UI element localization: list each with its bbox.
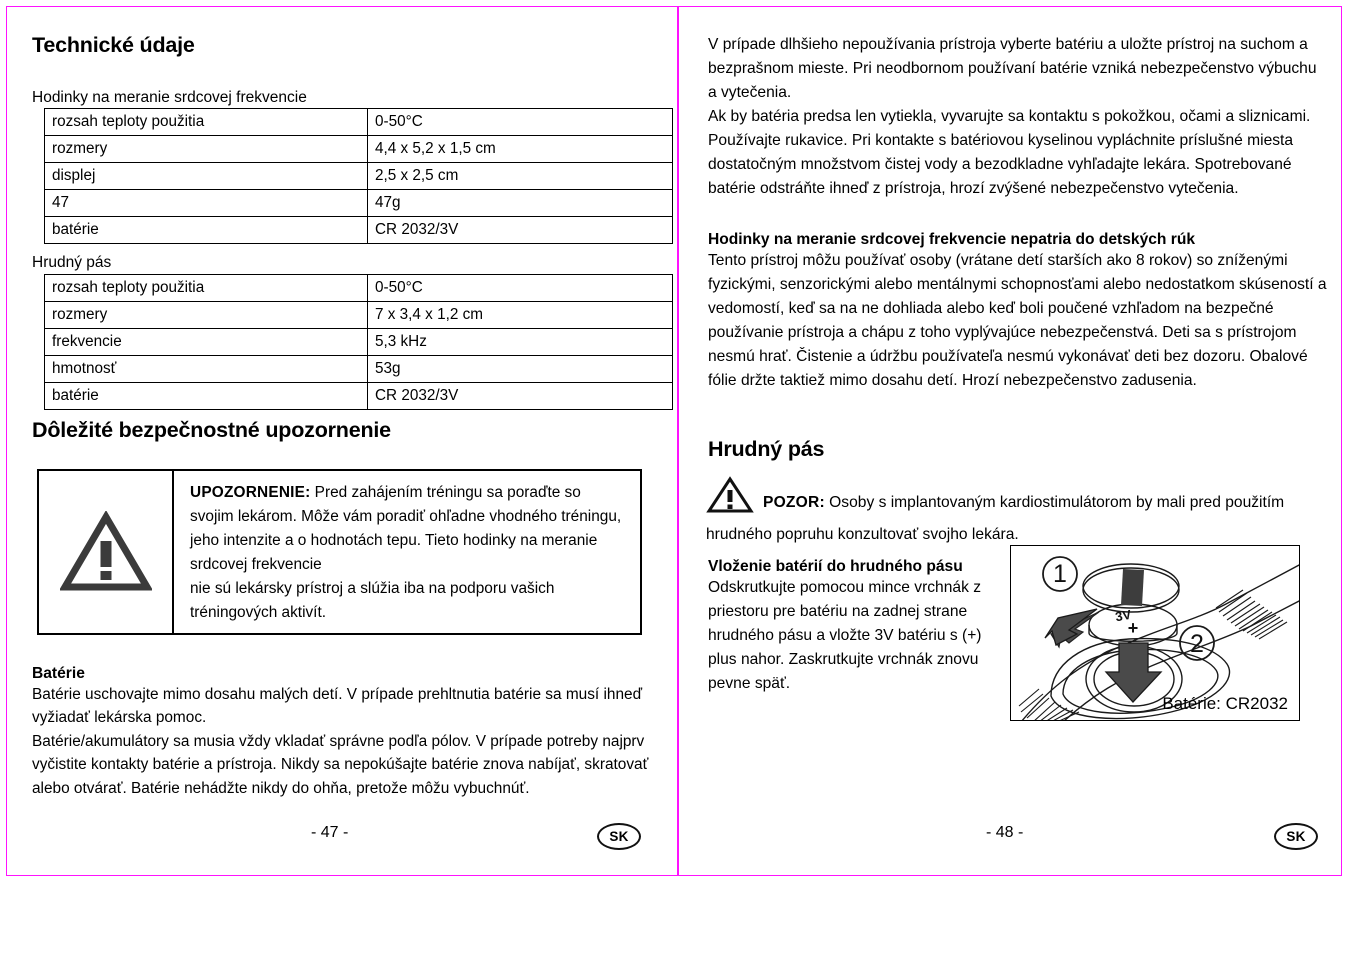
children-section-heading: Hodinky na meranie srdcovej frekvencie nepatria do detských rúk [708,231,1196,248]
table-cell-value: 0-50°C [368,275,673,302]
table-cell-key: rozsah teploty použitia [45,109,368,136]
page-number: - 47 - [311,824,349,841]
step-1-number: 1 [1053,560,1067,588]
battery-paragraph-1: Batérie uschovajte mimo dosahu malých detí. V prípade prehltnutia batérie sa musí ihneď vyžiadať lekárska pomoc. [32,686,643,727]
table-cell-value: CR 2032/3V [368,217,673,244]
language-badge: SK [1274,823,1318,850]
battery-plus-label: + [1127,618,1139,638]
table-cell-key: displej [45,163,368,190]
table-cell-value: 5,3 kHz [368,329,673,356]
battery-insert-text: Odskrutkujte pomocou mince vrchnák z priestoru pre batériu na zadnej strane hrudného pásu a vložte 3V batériu s (+) plus nahor. Zaskrutkujte vrchnák znovu pevne späť. [708,579,982,693]
table-cell-key: frekvencie [45,329,368,356]
language-badge: SK [597,823,641,850]
table-cell-key: batérie [45,383,368,410]
page-number: - 48 - [986,824,1024,841]
warning-text-2: nie sú lekársky prístroj a slúžia iba na podporu vašich tréningových aktivít. [190,580,555,622]
illustration-caption: Batérie: CR2032 [1162,694,1288,713]
battery-insert-heading: Vloženie batérií do hrudného pásu [708,558,963,575]
battery-voltage-label: 3V [1114,606,1133,625]
table-cell-value: 53g [368,356,673,383]
table-cell-value: 4,4 x 5,2 x 1,5 cm [368,136,673,163]
table1-caption: Hodinky na meranie srdcovej frekvencie [32,89,307,106]
page-title: Technické údaje [32,33,195,57]
caution-label: POZOR: [763,494,825,511]
table-cell-value: CR 2032/3V [368,383,673,410]
page-border-frame [6,6,1342,876]
table-cell-key: rozmery [45,136,368,163]
table-cell-key: hmotnosť [45,356,368,383]
battery-paragraph-2: Batérie/akumulátory sa musia vždy vkladať správne podľa pólov. V prípade potreby najprv vyčistite kontakty batérie a prístroja. Nikdy sa nepokúšajte batérie znova nabíjať, skratovať alebo otvárať. Batérie nehádžte nikdy do ohňa, pretože môžu vybuchnúť. [32,732,649,797]
battery-section-heading: Batérie [32,665,85,682]
table-cell-value: 7 x 3,4 x 1,2 cm [368,302,673,329]
chest-strap-title: Hrudný pás [708,437,825,461]
table-cell-key: rozsah teploty použitia [45,275,368,302]
table-cell-value: 2,5 x 2,5 cm [368,163,673,190]
table-cell-key: batérie [45,217,368,244]
table-cell-key: rozmery [45,302,368,329]
caution-text: Osoby s implantovaným kardiostimulátorom by mali pred použitím hrudného popruhu konzultovať svojho lekára. [706,494,1285,544]
step-2-number: 2 [1190,630,1204,658]
warning-label: UPOZORNENIE: [190,484,311,501]
table-cell-key: 47 [45,190,368,217]
warning-text: Pred zahájením tréningu sa poraďte so svojim lekárom. Môže vám poradiť ohľadne vhodného tréningu, jeho intenzite a o hodnotách tepu. Tieto hodinky na meranie srdcovej frekvencie [190,484,622,574]
children-section-text: Tento prístroj môžu používať osoby (vrátane detí starších ako 8 rokov) so zníženými fyzickými, senzorickými alebo mentálnymi schopnosťami alebo nedostatkom skúseností a vedomostí, keď sa na ne dohliada alebo keď boli poučené vzhľadom na bezpečné používanie prístroja a chápu z toho vyplývajúce nebezpečenstvá. Deti sa s prístrojom nesmú hrať. Čistenie a údržbu používateľa nesmú vykonávať deti bez dozoru. Obalové fólie držte taktiež mimo dosahu detí. Hrozí nebezpečenstvo zadusenia. [708,252,1327,390]
right-paragraph-2: Ak by batéria predsa len vytiekla, vyvarujte sa kontaktu s pokožkou, očami a sliznicami. Používajte rukavice. Pri kontakte s batériovou kyselinou vypláchnite príslušné miesta dostatočným množstvom čistej vody a bezodkladne vyhľadajte lekára. Spotrebované batérie odstráňte ihneď z prístroja, hrozí zvýšené nebezpečenstvo vytečenia. [708,108,1311,198]
table-cell-value: 0-50°C [368,109,673,136]
page-center-divider [677,6,679,876]
right-paragraph-1: V prípade dlhšieho nepoužívania prístroja vyberte batériu a uložte prístroj na suchom a bezprašnom mieste. Pri neodbornom používaní batérie vzniká nebezpečenstvo výbuchu a vytečenia. [708,36,1317,102]
table2-caption: Hrudný pás [32,254,112,271]
safety-section-title: Dôležité bezpečnostné upozornenie [32,418,391,442]
table-cell-value: 47g [368,190,673,217]
